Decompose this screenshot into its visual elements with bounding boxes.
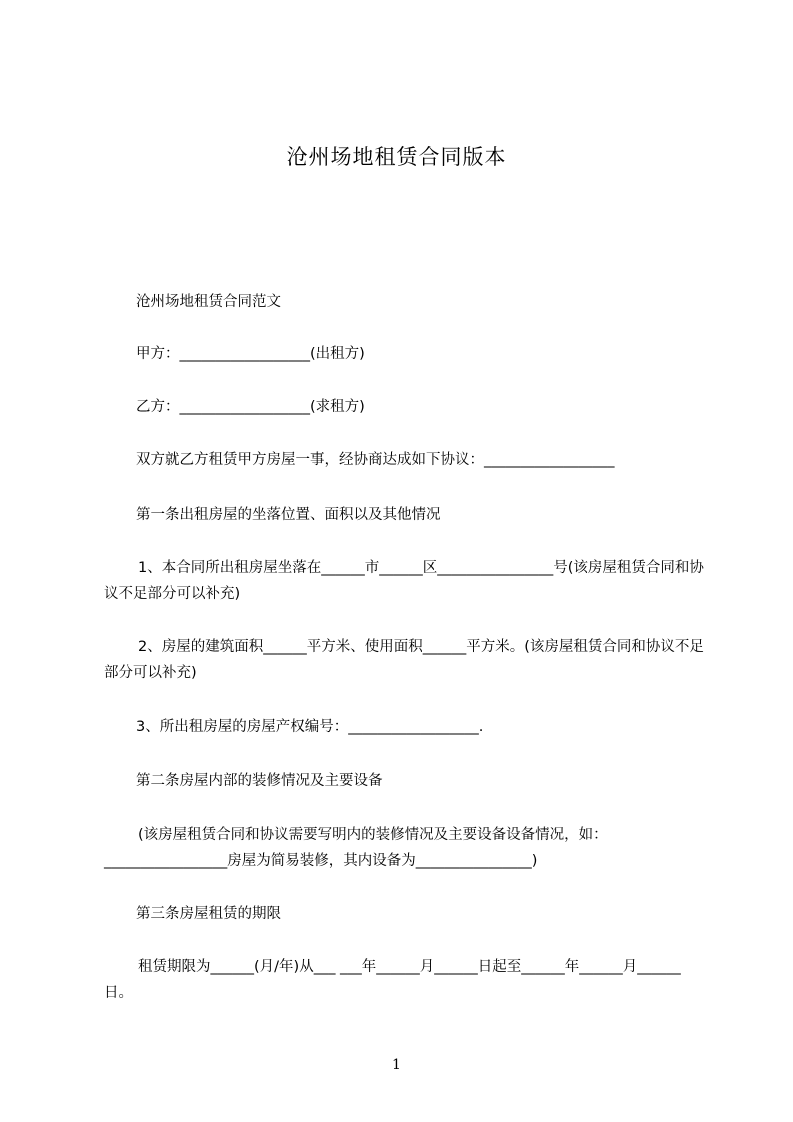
article-1-item-3: 3、所出租房屋的房屋产权编号：__________________. — [136, 719, 484, 735]
article-3-body: 租赁期限为______(月/年)从___ ___年______月______日起至______年______月______日。 — [104, 959, 681, 1001]
page-number: 1 — [392, 1057, 401, 1073]
party-b-line: 乙方：__________________(求租方) — [136, 399, 365, 415]
article-3-heading: 第三条房屋租赁的期限 — [136, 906, 281, 922]
party-a-line: 甲方：__________________(出租方) — [136, 346, 365, 362]
article-1-item-1: 1、本合同所出租房屋坐落在______市______区________________号(该房屋租赁合同和协议不足部分可以补充) — [104, 560, 704, 602]
article-1-heading: 第一条出租房屋的坐落位置、面积以及其他情况 — [136, 507, 441, 523]
article-1-item-2: 2、房屋的建筑面积______平方米、使用面积______平方米。(该房屋租赁合同和协议不足部分可以补充) — [104, 639, 704, 681]
article-2-heading: 第二条房屋内部的装修情况及主要设备 — [136, 773, 383, 789]
article-2-body: (该房屋租赁合同和协议需要写明内的装修情况及主要设备设备情况，如：_________________房屋为简易装修，其内设备为________________) — [104, 827, 608, 869]
agreement-intro: 双方就乙方租赁甲方房屋一事，经协商达成如下协议：__________________ — [136, 452, 615, 468]
document-title: 沧州场地租赁合同版本 — [286, 145, 507, 169]
paragraph-heading: 沧州场地租赁合同范文 — [136, 294, 281, 310]
